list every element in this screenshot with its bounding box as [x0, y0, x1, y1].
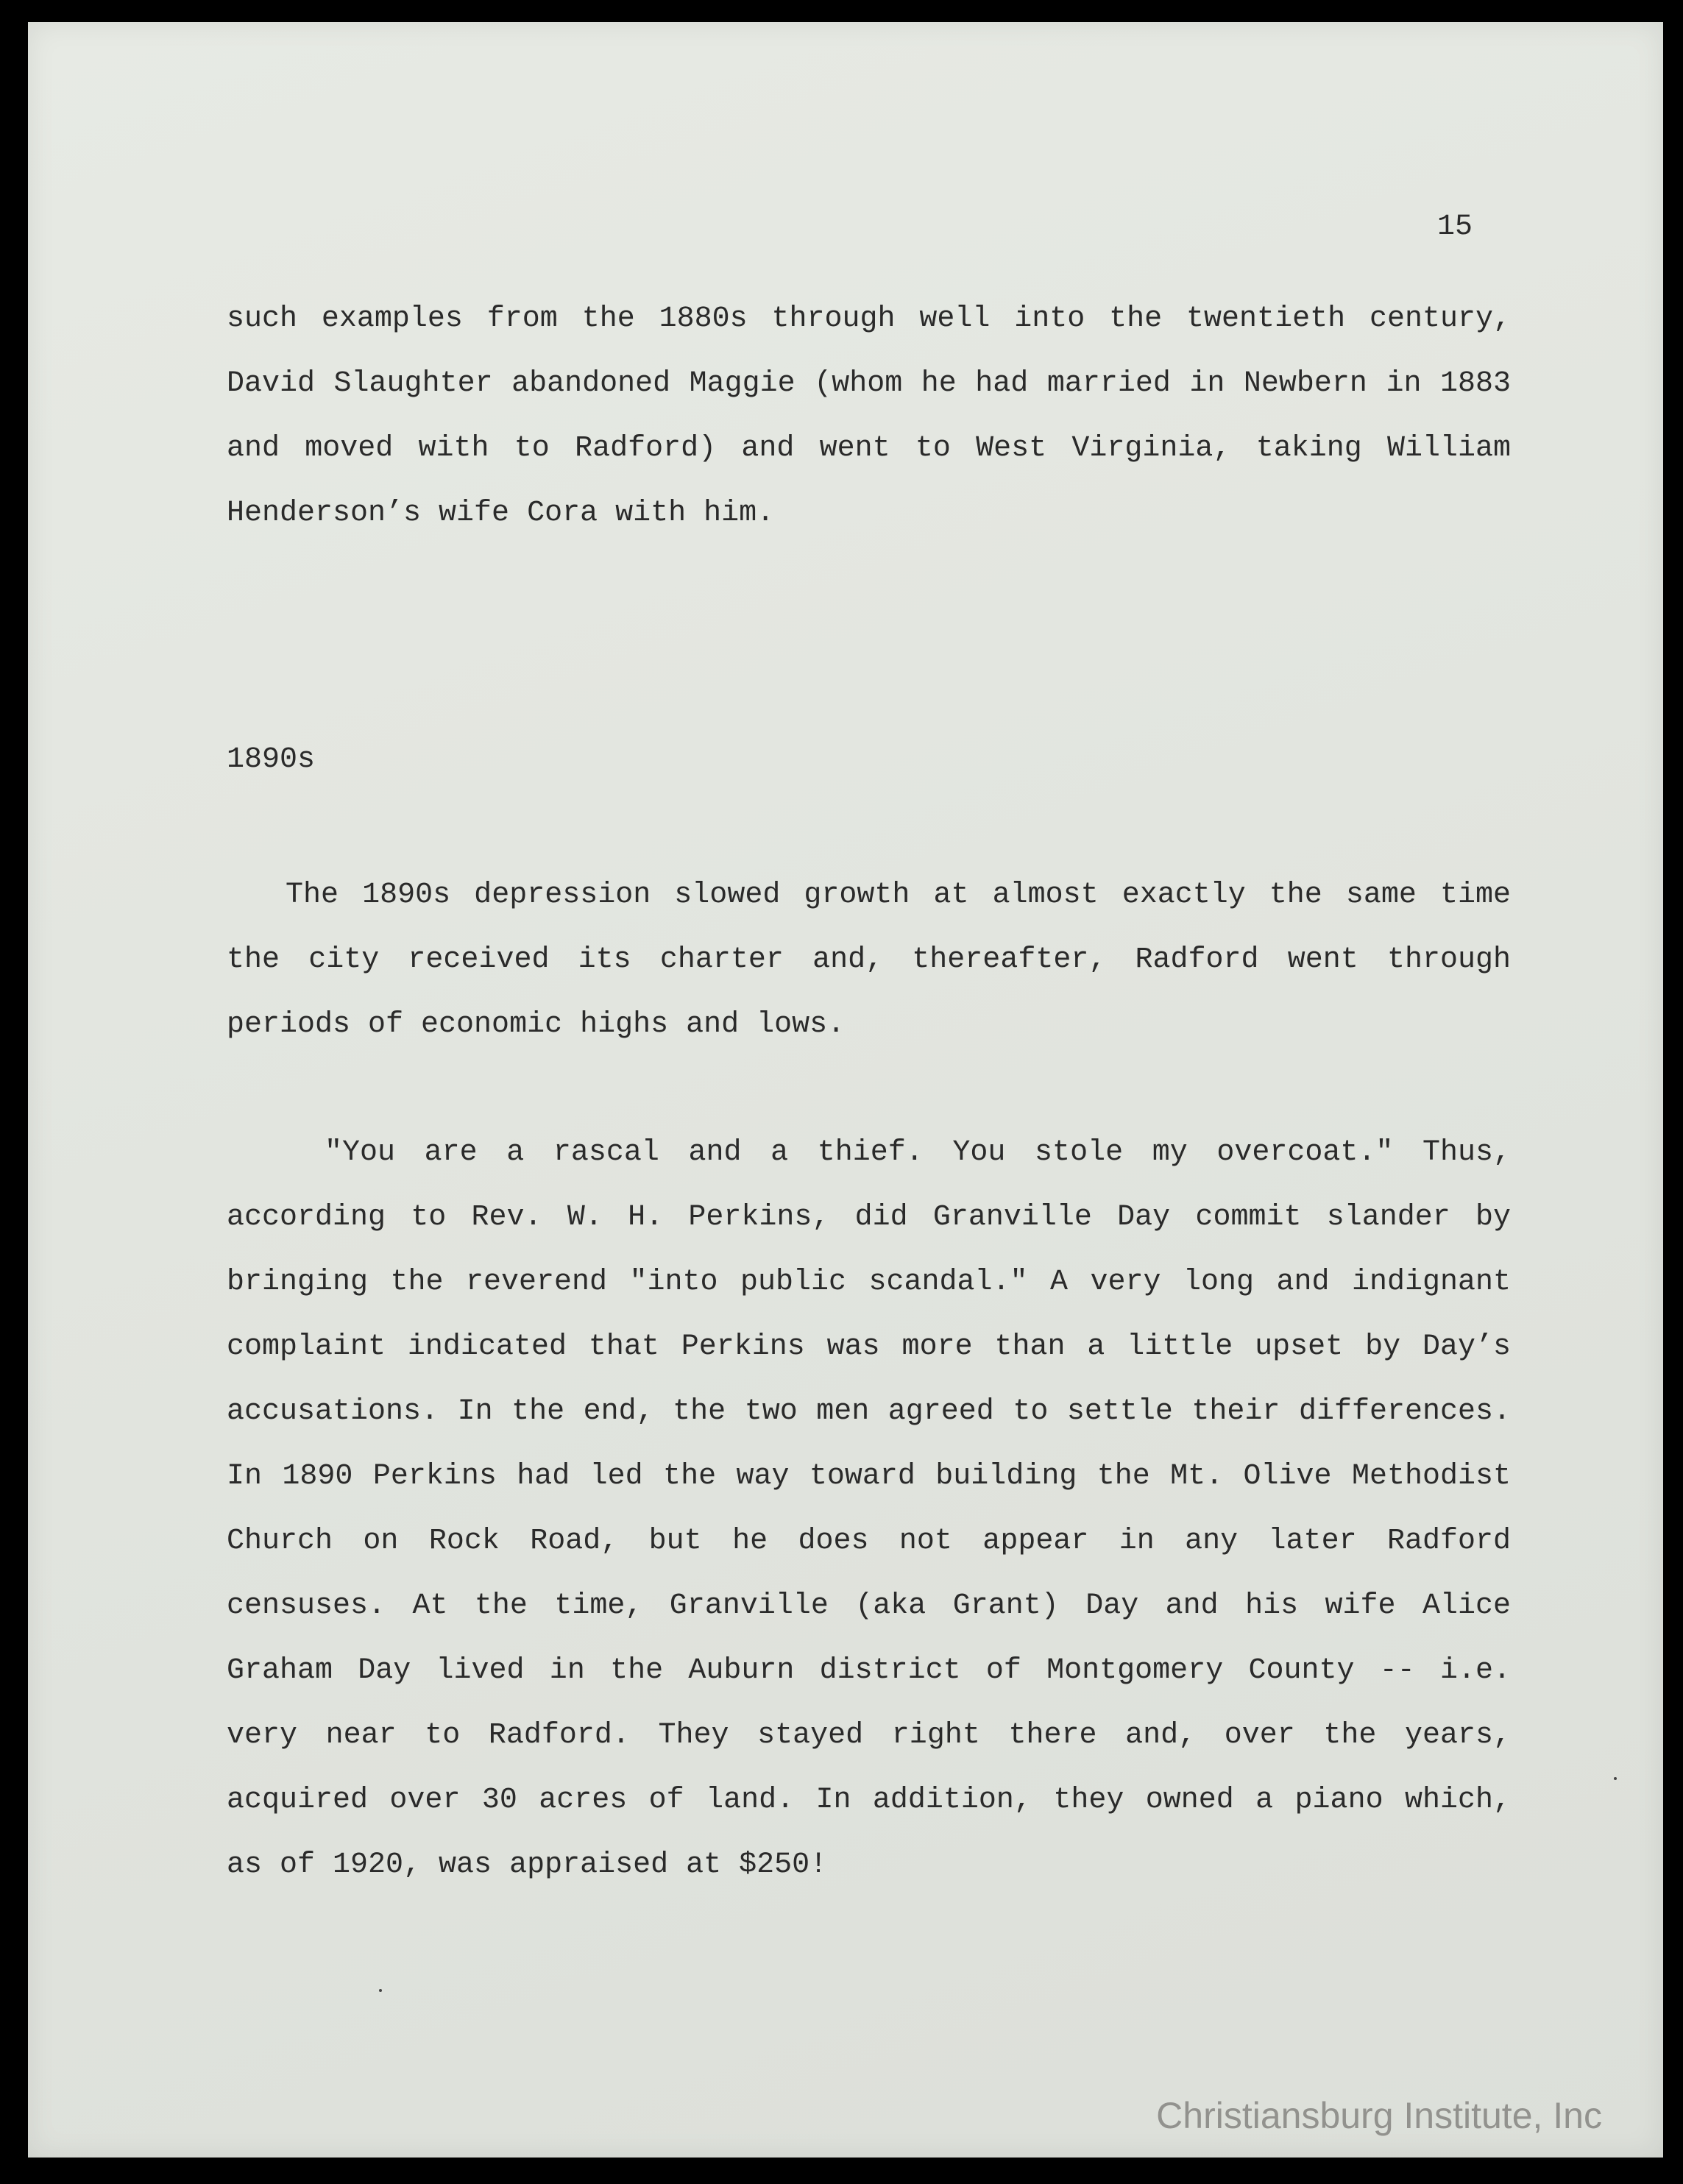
watermark: Christiansburg Institute, Inc [1156, 2095, 1602, 2136]
paper-speck [1614, 1777, 1617, 1780]
paragraph-depression: The 1890s depression slowed growth at almost exactly the same time the city received its charter and, thereafter, Radford went through periods of economic highs and lows. [227, 879, 1511, 1041]
paragraph-perkins-day: "You are a rascal and a thief. You stole my overcoat." Thus, according to Rev. W. H. Perkins, did Granville Day commit slander by bringing the reverend "into public scandal." A very long and indignant complaint indicated that Perkins was more than a little upset by Day’s accusations. In the end, the two men agreed to settle their differences. In 1890 Perkins had led the way toward building the Mt. Olive Methodist Church on Rock Road, but he does not appear in any later Radford censuses. At the time, Granville (aka Grant) Day and his wife Alice Graham Day lived in the Auburn district of Montgomery County -- i.e. very near to Radford. They stayed right there and, over the years, acquired over 30 acres of land. In addition, they owned a piano which, as of 1920, was appraised at $250! [227, 1136, 1511, 1882]
section-heading: 1890s [227, 743, 316, 776]
page-number: 15 [1437, 210, 1473, 244]
paper-speck [379, 1989, 382, 1992]
document-page [28, 22, 1663, 2158]
continued-paragraph: such examples from the 1880s through well into the twentieth century, David Slaughter abandoned Maggie (whom he had married in Newbern in 1883 and moved with to Radford) and went to West Virginia, taking William Henderson’s wife Cora with him. [227, 302, 1511, 530]
